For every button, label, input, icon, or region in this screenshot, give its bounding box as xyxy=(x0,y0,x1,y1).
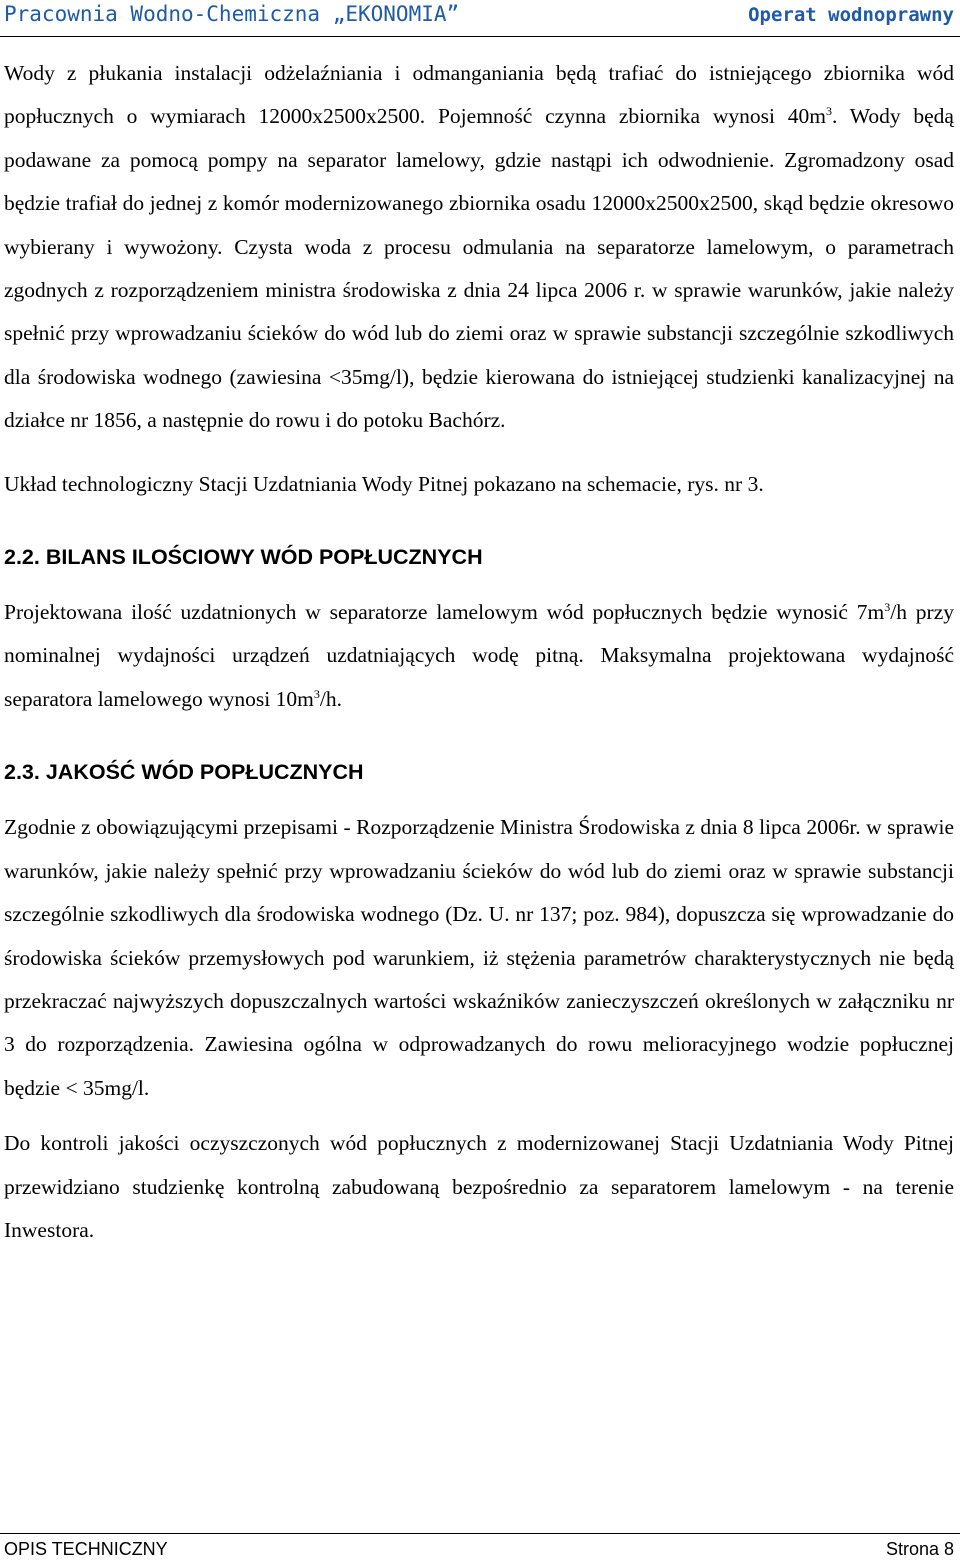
paragraph-text: . Wody będą podawane za pomocą pompy na separator lamelowy, gdzie nastąpi ich odwodnienie. Zgromadzony osad będzie trafiał do jednej z komór modernizowanego zbiornika osadu 12000x2500x2500, skąd będzie okresowo wybierany i wywożony. Czysta woda z procesu odmulania na separatorze lamelowym, o parametrach zgodnych z rozporządzeniem ministra środowiska z dnia 24 lipca 2006 r. w sprawie warunków, jakie należy spełnić przy wprowadzaniu ścieków do wód lub do ziemi oraz w sprawie substancji szczególnie szkodliwych dla środowiska wodnego (zawiesina <35mg/l), będzie kierowana do istniejącej studzienki kanalizacyjnej na działce nr 1856, a następnie do rowu i do potoku Bachórz. xyxy=(4,104,954,433)
paragraph-water-quality-regulations: Zgodnie z obowiązującymi przepisami - Rozporządzenie Ministra Środowiska z dnia 8 lipca 2006r. w sprawie warunków, jakie należy spełnić przy wprowadzaniu ścieków do wód lub do ziemi oraz w sprawie substancji szczególnie szkodliwych dla środowiska wodnego (Dz. U. nr 137; poz. 984), dopuszcza się wprowadzanie do środowiska ścieków przemysłowych pod warunkiem, iż stężenia parametrów charakterystycznych nie będą przekraczać najwyższych dopuszczalnych wartości wskaźników zanieczyszczeń określonych w załączniku nr 3 do rozporządzenia. Zawiesina ogólna w odprowadzanych do rowu melioracyjnego wodzie popłucznej będzie < 35mg/l. xyxy=(4,815,954,1100)
footer-document-title: OPIS TECHNICZNY xyxy=(4,1539,168,1559)
paragraph-quality-control: Do kontroli jakości oczyszczonych wód popłucznych z modernizowanej Stacji Uzdatniania Wody Pitnej przewidziano studzienkę kontrolną zabudowaną bezpośrednio za separatorem lamelowym - na terenie Inwestora. xyxy=(4,1131,954,1242)
section-heading-quantity-balance: 2.2. BILANS ILOŚCIOWY WÓD POPŁUCZNYCH xyxy=(4,545,483,570)
superscript: 3 xyxy=(825,104,832,119)
paragraph-backwash-water xyxy=(4,52,954,443)
paragraph-text: /h. xyxy=(319,686,342,711)
superscript: 3 xyxy=(313,686,320,701)
paragraph-text: /h przy nominalnej wydajności urządzeń uzdatniających wodę pitną. Maksymalna projektowana wydajność separatora lamelowego wynosi 10m xyxy=(4,600,954,711)
superscript: 3 xyxy=(884,599,891,614)
section-heading-water-quality: 2.3. JAKOŚĆ WÓD POPŁUCZNYCH xyxy=(4,760,364,785)
paragraph-text: Wody z płukania instalacji odżelaźniania i odmanganiania będą trafiać do istniejącego zbiornika wód popłucznych o wymiarach 12000x2500x2500. Pojemność czynna zbiornika wynosi 40m xyxy=(4,61,954,129)
paragraph-text: Projektowana ilość uzdatnionych w separatorze lamelowym wód popłucznych będzie wynosić 7m xyxy=(4,600,885,625)
paragraph-technology-layout: Układ technologiczny Stacji Uzdatniania Wody Pitnej pokazano na schemacie, rys. nr 3. xyxy=(4,471,764,496)
document-body xyxy=(4,52,954,1252)
paragraph-quantity-balance xyxy=(4,591,954,721)
page-number: Strona 8 xyxy=(885,1539,954,1559)
page-header xyxy=(0,0,960,38)
header-company-name: Pracownia Wodno-Chemiczna „EKONOMIA” xyxy=(4,2,460,26)
header-document-type: Operat wodnoprawny xyxy=(748,4,954,26)
header-divider xyxy=(0,36,960,37)
page-footer xyxy=(0,1533,960,1567)
footer-divider xyxy=(0,1533,960,1534)
